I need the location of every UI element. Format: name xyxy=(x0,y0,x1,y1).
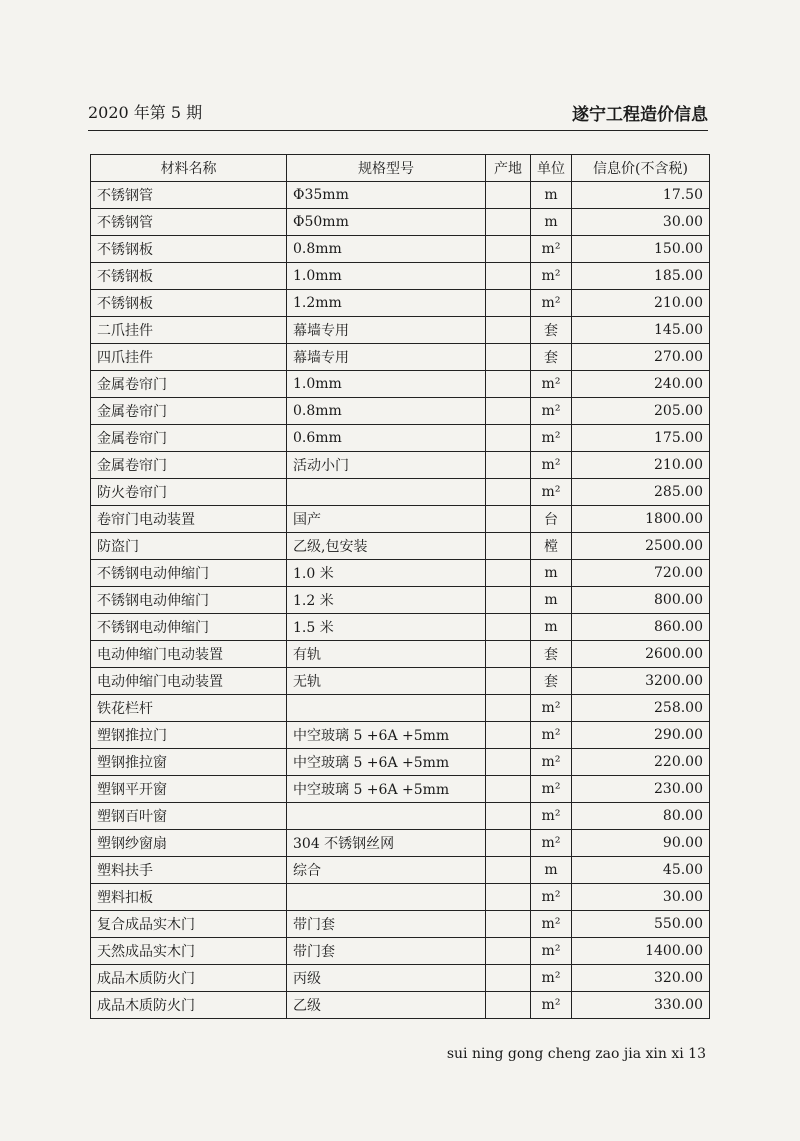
cell-spec: 乙级,包安装 xyxy=(287,533,486,560)
cell-price: 860.00 xyxy=(572,614,710,641)
cell-unit: m xyxy=(531,560,572,587)
cell-price: 210.00 xyxy=(572,452,710,479)
cell-unit: m² xyxy=(531,776,572,803)
cell-price: 285.00 xyxy=(572,479,710,506)
cell-price: 270.00 xyxy=(572,344,710,371)
cell-name: 成品木质防火门 xyxy=(91,965,287,992)
cell-unit: 套 xyxy=(531,344,572,371)
table-row xyxy=(91,344,710,371)
cell-spec xyxy=(287,803,486,830)
table-row xyxy=(91,749,710,776)
cell-name: 塑钢百叶窗 xyxy=(91,803,287,830)
cell-spec xyxy=(287,884,486,911)
cell-origin xyxy=(486,776,531,803)
cell-price: 185.00 xyxy=(572,263,710,290)
cell-origin xyxy=(486,317,531,344)
cell-price: 205.00 xyxy=(572,398,710,425)
cell-unit: m xyxy=(531,614,572,641)
table-row xyxy=(91,722,710,749)
cell-name: 不锈钢板 xyxy=(91,290,287,317)
cell-name: 塑钢纱窗扇 xyxy=(91,830,287,857)
cell-unit: m² xyxy=(531,830,572,857)
cell-unit: m² xyxy=(531,479,572,506)
cell-price: 800.00 xyxy=(572,587,710,614)
table-row xyxy=(91,506,710,533)
cell-unit: m² xyxy=(531,722,572,749)
cell-unit: m² xyxy=(531,938,572,965)
cell-origin xyxy=(486,641,531,668)
cell-origin xyxy=(486,587,531,614)
cell-price: 80.00 xyxy=(572,803,710,830)
cell-spec: 无轨 xyxy=(287,668,486,695)
table-row xyxy=(91,371,710,398)
cell-spec: 1.5 米 xyxy=(287,614,486,641)
cell-origin xyxy=(486,668,531,695)
cell-unit: m² xyxy=(531,965,572,992)
cell-spec: 0.8mm xyxy=(287,398,486,425)
cell-spec: 1.2mm xyxy=(287,290,486,317)
issue-label: 2020 年第 5 期 xyxy=(88,103,203,122)
cell-name: 卷帘门电动装置 xyxy=(91,506,287,533)
table-row xyxy=(91,533,710,560)
cell-price: 330.00 xyxy=(572,992,710,1019)
cell-origin xyxy=(486,236,531,263)
col-header-spec: 规格型号 xyxy=(287,155,486,182)
table-row xyxy=(91,263,710,290)
cell-unit: m² xyxy=(531,263,572,290)
cell-unit: m² xyxy=(531,290,572,317)
cell-unit: m xyxy=(531,857,572,884)
cell-unit: m² xyxy=(531,803,572,830)
table-row xyxy=(91,668,710,695)
table-row xyxy=(91,479,710,506)
cell-name: 不锈钢管 xyxy=(91,209,287,236)
cell-unit: m² xyxy=(531,398,572,425)
cell-spec: Φ35mm xyxy=(287,182,486,209)
cell-name: 不锈钢板 xyxy=(91,263,287,290)
cell-spec: 幕墙专用 xyxy=(287,344,486,371)
cell-name: 四爪挂件 xyxy=(91,344,287,371)
cell-unit: m xyxy=(531,209,572,236)
cell-name: 不锈钢管 xyxy=(91,182,287,209)
cell-origin xyxy=(486,263,531,290)
cell-unit: m² xyxy=(531,911,572,938)
table-row xyxy=(91,695,710,722)
cell-unit: m² xyxy=(531,992,572,1019)
cell-name: 塑钢平开窗 xyxy=(91,776,287,803)
cell-name: 电动伸缩门电动装置 xyxy=(91,668,287,695)
table-row xyxy=(91,803,710,830)
cell-spec: 1.2 米 xyxy=(287,587,486,614)
cell-price: 175.00 xyxy=(572,425,710,452)
cell-price: 258.00 xyxy=(572,695,710,722)
cell-spec: 中空玻璃 5 +6A +5mm xyxy=(287,722,486,749)
cell-origin xyxy=(486,425,531,452)
cell-price: 320.00 xyxy=(572,965,710,992)
cell-name: 复合成品实木门 xyxy=(91,911,287,938)
cell-origin xyxy=(486,371,531,398)
cell-origin xyxy=(486,560,531,587)
cell-spec: 304 不锈钢丝网 xyxy=(287,830,486,857)
cell-origin xyxy=(486,209,531,236)
cell-unit: 套 xyxy=(531,668,572,695)
table-row xyxy=(91,938,710,965)
cell-price: 3200.00 xyxy=(572,668,710,695)
cell-spec: 国产 xyxy=(287,506,486,533)
cell-spec: 丙级 xyxy=(287,965,486,992)
table-row xyxy=(91,560,710,587)
table-row xyxy=(91,884,710,911)
cell-unit: m² xyxy=(531,425,572,452)
cell-origin xyxy=(486,938,531,965)
cell-price: 17.50 xyxy=(572,182,710,209)
cell-origin xyxy=(486,182,531,209)
cell-name: 不锈钢电动伸缩门 xyxy=(91,560,287,587)
table-row xyxy=(91,857,710,884)
table-row xyxy=(91,236,710,263)
cell-origin xyxy=(486,290,531,317)
cell-price: 230.00 xyxy=(572,776,710,803)
cell-spec: 中空玻璃 5 +6A +5mm xyxy=(287,749,486,776)
cell-price: 240.00 xyxy=(572,371,710,398)
cell-origin xyxy=(486,398,531,425)
cell-spec: 有轨 xyxy=(287,641,486,668)
cell-spec: 乙级 xyxy=(287,992,486,1019)
cell-price: 290.00 xyxy=(572,722,710,749)
cell-spec: 1.0mm xyxy=(287,371,486,398)
cell-unit: m xyxy=(531,587,572,614)
table-row xyxy=(91,965,710,992)
cell-spec: 中空玻璃 5 +6A +5mm xyxy=(287,776,486,803)
table-row xyxy=(91,641,710,668)
cell-origin xyxy=(486,533,531,560)
cell-unit: m² xyxy=(531,452,572,479)
table-row xyxy=(91,290,710,317)
cell-origin xyxy=(486,857,531,884)
publication-title: 遂宁工程造价信息 xyxy=(572,105,708,125)
cell-origin xyxy=(486,884,531,911)
cell-origin xyxy=(486,479,531,506)
cell-spec: Φ50mm xyxy=(287,209,486,236)
cell-unit: m² xyxy=(531,695,572,722)
cell-origin xyxy=(486,452,531,479)
cell-unit: 套 xyxy=(531,317,572,344)
cell-name: 不锈钢电动伸缩门 xyxy=(91,614,287,641)
table-row xyxy=(91,587,710,614)
cell-spec: 带门套 xyxy=(287,911,486,938)
table-row xyxy=(91,425,710,452)
cell-name: 塑钢推拉窗 xyxy=(91,749,287,776)
cell-name: 金属卷帘门 xyxy=(91,398,287,425)
cell-spec: 0.6mm xyxy=(287,425,486,452)
cell-origin xyxy=(486,506,531,533)
cell-spec xyxy=(287,695,486,722)
cell-origin xyxy=(486,965,531,992)
cell-name: 成品木质防火门 xyxy=(91,992,287,1019)
table-header-row xyxy=(91,155,710,182)
cell-price: 45.00 xyxy=(572,857,710,884)
cell-unit: 台 xyxy=(531,506,572,533)
cell-unit: m xyxy=(531,182,572,209)
cell-price: 2500.00 xyxy=(572,533,710,560)
table-row xyxy=(91,182,710,209)
cell-name: 防盗门 xyxy=(91,533,287,560)
cell-price: 30.00 xyxy=(572,209,710,236)
cell-spec xyxy=(287,479,486,506)
table-row xyxy=(91,992,710,1019)
cell-price: 220.00 xyxy=(572,749,710,776)
cell-origin xyxy=(486,722,531,749)
cell-name: 塑钢推拉门 xyxy=(91,722,287,749)
cell-unit: m² xyxy=(531,749,572,776)
cell-origin xyxy=(486,344,531,371)
cell-origin xyxy=(486,695,531,722)
cell-price: 1400.00 xyxy=(572,938,710,965)
cell-price: 150.00 xyxy=(572,236,710,263)
cell-spec: 1.0mm xyxy=(287,263,486,290)
cell-price: 30.00 xyxy=(572,884,710,911)
table-row xyxy=(91,209,710,236)
table-row xyxy=(91,830,710,857)
cell-name: 防火卷帘门 xyxy=(91,479,287,506)
table-row xyxy=(91,776,710,803)
cell-spec: 带门套 xyxy=(287,938,486,965)
cell-spec: 综合 xyxy=(287,857,486,884)
cell-name: 金属卷帘门 xyxy=(91,425,287,452)
cell-name: 铁花栏杆 xyxy=(91,695,287,722)
cell-origin xyxy=(486,614,531,641)
col-header-name: 材料名称 xyxy=(91,155,287,182)
cell-origin xyxy=(486,749,531,776)
cell-price: 2600.00 xyxy=(572,641,710,668)
cell-spec: 幕墙专用 xyxy=(287,317,486,344)
cell-price: 145.00 xyxy=(572,317,710,344)
table-row xyxy=(91,614,710,641)
cell-unit: 樘 xyxy=(531,533,572,560)
cell-name: 天然成品实木门 xyxy=(91,938,287,965)
cell-spec: 0.8mm xyxy=(287,236,486,263)
table-row xyxy=(91,398,710,425)
cell-origin xyxy=(486,992,531,1019)
table-row xyxy=(91,452,710,479)
page-footer: sui ning gong cheng zao jia xin xi 13 xyxy=(446,1046,706,1062)
cell-price: 90.00 xyxy=(572,830,710,857)
cell-origin xyxy=(486,911,531,938)
cell-spec: 活动小门 xyxy=(287,452,486,479)
cell-price: 550.00 xyxy=(572,911,710,938)
cell-name: 电动伸缩门电动装置 xyxy=(91,641,287,668)
price-table xyxy=(90,154,710,1019)
cell-name: 金属卷帘门 xyxy=(91,452,287,479)
cell-price: 1800.00 xyxy=(572,506,710,533)
cell-name: 塑料扣板 xyxy=(91,884,287,911)
cell-unit: 套 xyxy=(531,641,572,668)
table-row xyxy=(91,911,710,938)
cell-unit: m² xyxy=(531,371,572,398)
cell-name: 二爪挂件 xyxy=(91,317,287,344)
cell-origin xyxy=(486,830,531,857)
cell-unit: m² xyxy=(531,236,572,263)
col-header-origin: 产地 xyxy=(486,155,531,182)
cell-name: 不锈钢电动伸缩门 xyxy=(91,587,287,614)
cell-price: 720.00 xyxy=(572,560,710,587)
table-row xyxy=(91,317,710,344)
col-header-price: 信息价(不含税) xyxy=(572,155,710,182)
cell-price: 210.00 xyxy=(572,290,710,317)
cell-origin xyxy=(486,803,531,830)
cell-unit: m² xyxy=(531,884,572,911)
cell-name: 金属卷帘门 xyxy=(91,371,287,398)
cell-name: 不锈钢板 xyxy=(91,236,287,263)
cell-spec: 1.0 米 xyxy=(287,560,486,587)
col-header-unit: 单位 xyxy=(531,155,572,182)
header-divider xyxy=(88,130,708,131)
cell-name: 塑料扶手 xyxy=(91,857,287,884)
